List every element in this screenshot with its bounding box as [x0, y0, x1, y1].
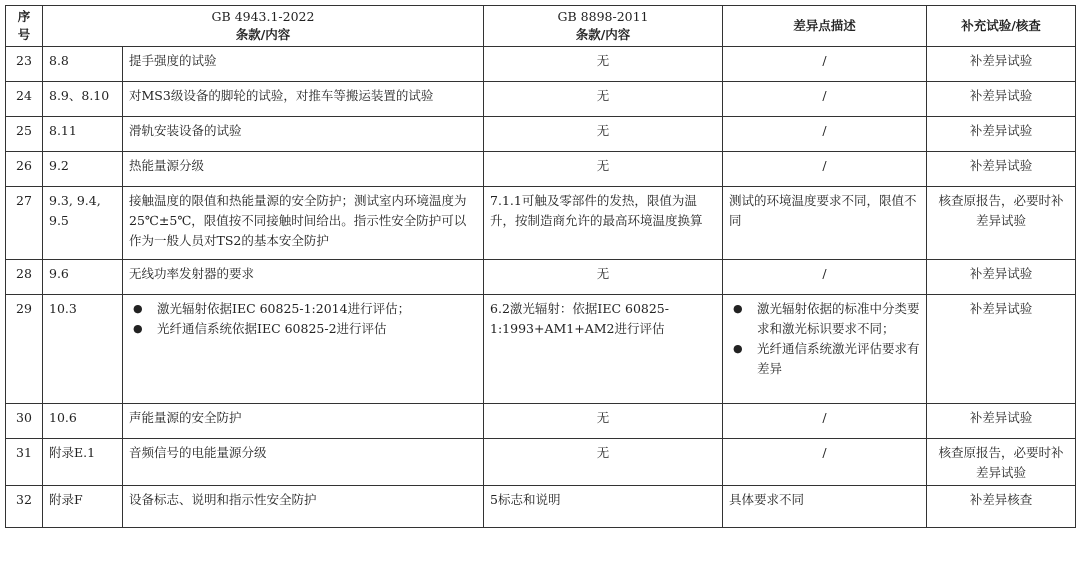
cell-seq: 25: [6, 117, 43, 152]
cell-seq: 29: [6, 295, 43, 404]
cell-supp: 补差异试验: [927, 260, 1076, 295]
cell-seq: 30: [6, 404, 43, 439]
cell-seq: 24: [6, 82, 43, 117]
cell-gb8898: 无: [484, 117, 723, 152]
cell-content: 提手强度的试验: [123, 47, 484, 82]
list-item: ● 光纤通信系统依据IEC 60825-2进行评估: [129, 319, 477, 339]
cell-seq: 32: [6, 486, 43, 528]
cell-clause: 9.2: [43, 152, 123, 187]
table-row: [6, 117, 1076, 152]
cell-content: 设备标志、说明和指示性安全防护: [123, 486, 484, 528]
cell-gb8898: 7.1.1可触及零部件的发热，限值为温升，按制造商允许的最高环境温度换算: [484, 187, 723, 260]
content-bullet-list: [129, 299, 477, 339]
cell-content: 对MS3级设备的脚轮的试验，对推车等搬运装置的试验: [123, 82, 484, 117]
cell-diff: /: [723, 47, 927, 82]
table-row: [6, 404, 1076, 439]
cell-clause: 10.3: [43, 295, 123, 404]
header-gb8898: [484, 6, 723, 47]
document-table-container: [5, 5, 1076, 528]
cell-diff: /: [723, 260, 927, 295]
list-item: ● 激光辐射依据的标准中分类要求和激光标识要求不同；: [729, 299, 920, 339]
cell-gb8898: 无: [484, 439, 723, 486]
cell-content: 音频信号的电能量源分级: [123, 439, 484, 486]
cell-supp: 补差异试验: [927, 117, 1076, 152]
cell-diff: /: [723, 439, 927, 486]
table-row: [6, 260, 1076, 295]
cell-gb8898: 无: [484, 82, 723, 117]
cell-supp: 补差异核查: [927, 486, 1076, 528]
cell-gb8898: 无: [484, 152, 723, 187]
cell-gb8898: 6.2激光辐射：依据IEC 60825-1:1993+AM1+AM2进行评估: [484, 295, 723, 404]
cell-diff: /: [723, 152, 927, 187]
standards-comparison-table: [5, 5, 1076, 528]
cell-diff: 测试的环境温度要求不同，限值不同: [723, 187, 927, 260]
cell-gb8898: 无: [484, 404, 723, 439]
header-gb4943-title: GB 4943.1-2022: [211, 9, 315, 24]
cell-supp: 核查原报告，必要时补差异试验: [927, 187, 1076, 260]
table-row: [6, 187, 1076, 260]
cell-supp: 补差异试验: [927, 152, 1076, 187]
cell-content: 滑轨安装设备的试验: [123, 117, 484, 152]
cell-seq: 26: [6, 152, 43, 187]
header-row: [6, 6, 1076, 47]
cell-supp: 补差异试验: [927, 404, 1076, 439]
header-supp: 补充试验/核查: [927, 6, 1076, 47]
cell-clause: 8.11: [43, 117, 123, 152]
cell-clause: 8.9、8.10: [43, 82, 123, 117]
table-row: [6, 47, 1076, 82]
cell-diff: [723, 295, 927, 404]
header-seq: 序 号: [6, 6, 43, 47]
cell-supp: 核查原报告，必要时补差异试验: [927, 439, 1076, 486]
cell-content: 接触温度的限值和热能量源的安全防护；测试室内环境温度为25℃±5℃，限值按不同接触时间给出。指示性安全防护可以作为一般人员对TS2的基本安全防护: [123, 187, 484, 260]
table-row: [6, 295, 1076, 404]
cell-clause: 10.6: [43, 404, 123, 439]
list-item: ● 激光辐射依据IEC 60825-1:2014进行评估；: [129, 299, 477, 319]
header-gb8898-title: GB 8898-2011: [557, 9, 649, 24]
header-gb4943-sub: 条款/内容: [235, 27, 291, 42]
list-item: ● 光纤通信系统激光评估要求有差异: [729, 339, 920, 379]
cell-diff: /: [723, 404, 927, 439]
header-gb8898-sub: 条款/内容: [575, 27, 631, 42]
table-row: [6, 82, 1076, 117]
table-row: [6, 439, 1076, 486]
diff-bullet-list: [729, 299, 920, 379]
cell-diff: /: [723, 82, 927, 117]
cell-content: 无线功率发射器的要求: [123, 260, 484, 295]
cell-diff: 具体要求不同: [723, 486, 927, 528]
cell-seq: 31: [6, 439, 43, 486]
cell-content: [123, 295, 484, 404]
cell-clause: 8.8: [43, 47, 123, 82]
header-gb4943: [43, 6, 484, 47]
cell-seq: 27: [6, 187, 43, 260]
cell-clause: 9.6: [43, 260, 123, 295]
table-row: [6, 152, 1076, 187]
cell-clause: 附录E.1: [43, 439, 123, 486]
cell-content: 声能量源的安全防护: [123, 404, 484, 439]
cell-clause: 附录F: [43, 486, 123, 528]
cell-gb8898: 无: [484, 47, 723, 82]
cell-gb8898: 5标志和说明: [484, 486, 723, 528]
table-row: [6, 486, 1076, 528]
cell-supp: 补差异试验: [927, 47, 1076, 82]
cell-gb8898: 无: [484, 260, 723, 295]
cell-supp: 补差异试验: [927, 295, 1076, 404]
cell-seq: 23: [6, 47, 43, 82]
cell-content: 热能量源分级: [123, 152, 484, 187]
cell-supp: 补差异试验: [927, 82, 1076, 117]
cell-clause: 9.3, 9.4, 9.5: [43, 187, 123, 260]
header-diff: 差异点描述: [723, 6, 927, 47]
cell-diff: /: [723, 117, 927, 152]
cell-seq: 28: [6, 260, 43, 295]
